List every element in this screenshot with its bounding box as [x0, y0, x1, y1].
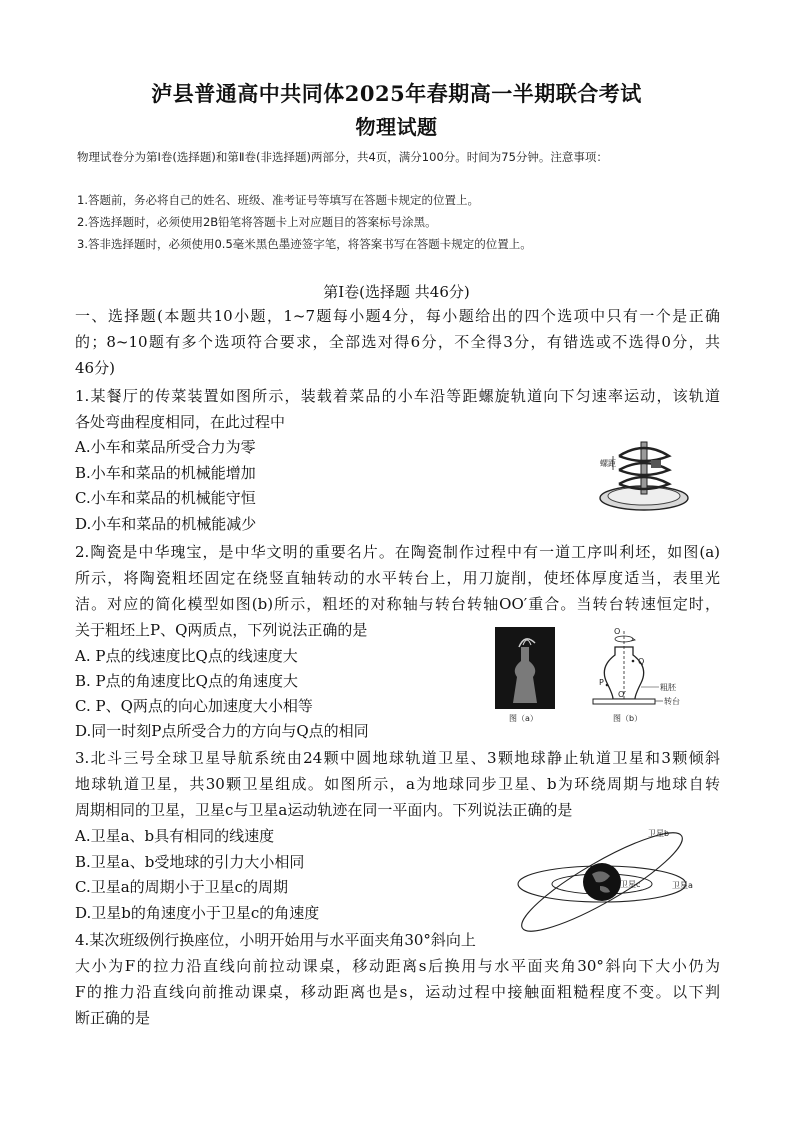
section-heading: 第Ⅰ卷(选择题 共46分) [323, 283, 470, 301]
q4-stem-line: F的推力沿直线向前推动课桌，移动距离也是s，运动过程中接触面粗糙程度不变。以下判 [75, 983, 720, 1001]
q1-stem-line: 1.某餐厅的传菜装置如图所示，装载着菜品的小车沿等距螺旋轨道向下匀速率运动，该轨道 [75, 387, 720, 405]
figure-b-caption: 图（b） [613, 714, 643, 723]
section-instruction-line: 46分) [75, 359, 115, 377]
q2-stem-line: 2.陶瓷是中华瑰宝，是中华文明的重要名片。在陶瓷制作过程中有一道工序叫利坯，如图(a) [75, 543, 720, 561]
q4-stem-line: 4.某次班级例行换座位，小明开始用与水平面夹角30°斜向上 [75, 931, 476, 949]
q2-option-d: D.同一时刻P点所受合力的方向与Q点的相同 [75, 722, 369, 740]
q2-stem-line: 洁。对应的简化模型如图(b)所示，粗坯的对称轴与转台转轴OO′重合。当转台转速恒定时， [75, 595, 720, 613]
q3-stem-line: 周期相同的卫星，卫星c与卫星a运动轨迹在同一平面内。下列说法正确的是 [75, 801, 573, 819]
q3-option-c: C.卫星a的周期小于卫星c的周期 [75, 878, 289, 896]
instruction-item: 2.答选择题时，必须使用2B铅笔将答题卡上对应题目的答案标号涂黑。 [77, 215, 437, 229]
instruction-item: 1.答题前，务必将自己的姓名、班级、准考证号等填写在答题卡规定的位置上。 [77, 193, 479, 207]
q2-option-b: B. P点的角速度比Q点的角速度大 [75, 672, 298, 690]
q2-stem-line: 关于粗坯上P、Q两质点，下列说法正确的是 [75, 621, 368, 639]
point-q-label: Q [638, 657, 645, 666]
satellite-c-label: 卫星c [620, 880, 641, 889]
pitch-label: 螺距 [600, 459, 616, 468]
q3-option-d: D.卫星b的角速度小于卫星c的角速度 [75, 904, 320, 922]
figure-a-caption: 图（a） [509, 714, 538, 723]
q1-stem-line: 各处弯曲程度相同，在此过程中 [75, 413, 286, 431]
pottery-figure [495, 625, 695, 727]
satellite-a-label: 卫星a [672, 881, 693, 890]
q3-option-a: A.卫星a、b具有相同的线速度 [75, 827, 275, 845]
q1-option-c: C.小车和菜品的机械能守恒 [75, 489, 256, 507]
instruction-item: 3.答非选择题时，必须使用0.5毫米黑色墨迹签字笔，将答案书写在答题卡规定的位置上。 [77, 237, 532, 251]
exam-subtitle: 物理试题 [355, 115, 438, 139]
satellite-b-label: 卫星b [648, 829, 670, 838]
q2-stem-line: 所示，将陶瓷粗坯固定在绕竖直轴转动的水平转台上，用刀旋削，使坯体厚度适当，表里光 [75, 569, 720, 587]
blank-label: 粗胚 [660, 683, 676, 692]
turntable-label: 转台 [664, 697, 680, 706]
q2-option-a: A. P点的线速度比Q点的线速度大 [75, 647, 298, 665]
axis-o-prime-label: O′ [618, 690, 627, 699]
q1-option-b: B.小车和菜品的机械能增加 [75, 464, 256, 482]
axis-o-label: O [614, 627, 621, 636]
satellite-orbit-figure [512, 826, 717, 938]
section-instruction-line: 一、选择题(本题共10小题，1~7题每小题4分，每小题给出的四个选项中只有一个是正确 [75, 307, 720, 325]
q1-option-d: D.小车和菜品的机械能减少 [75, 515, 257, 533]
q3-option-b: B.卫星a、b受地球的引力大小相同 [75, 853, 305, 871]
q1-option-a: A.小车和菜品所受合力为零 [75, 438, 256, 456]
q2-option-c: C. P、Q两点的向心加速度大小相等 [75, 697, 313, 715]
section-instruction-line: 的；8~10题有多个选项符合要求，全部选对得6分，不全得3分，有错选或不选得0分，共 [75, 333, 720, 351]
q3-stem-line: 地球轨道卫星，共30颗卫星组成。如图所示，a为地球同步卫星、b为环绕周期与地球自转 [75, 775, 720, 793]
q4-stem-line: 大小为F的拉力沿直线向前拉动课桌，移动距离s后换用与水平面夹角30°斜向下大小仍为 [75, 957, 720, 975]
instructions-intro: 物理试卷分为第Ⅰ卷(选择题)和第Ⅱ卷(非选择题)两部分，共4页，满分100分。时间为75分钟。注意事项： [77, 150, 608, 164]
q4-stem-line: 断正确的是 [75, 1009, 151, 1027]
q3-stem-line: 3.北斗三号全球卫星导航系统由24颗中圆地球轨道卫星、3颗地球静止轨道卫星和3颗倾斜 [75, 749, 720, 767]
point-p-label: P [599, 678, 604, 687]
spiral-track-figure [597, 434, 692, 514]
exam-title: 泸县普通高中共同体2025年春期高一半期联合考试 [151, 81, 642, 106]
